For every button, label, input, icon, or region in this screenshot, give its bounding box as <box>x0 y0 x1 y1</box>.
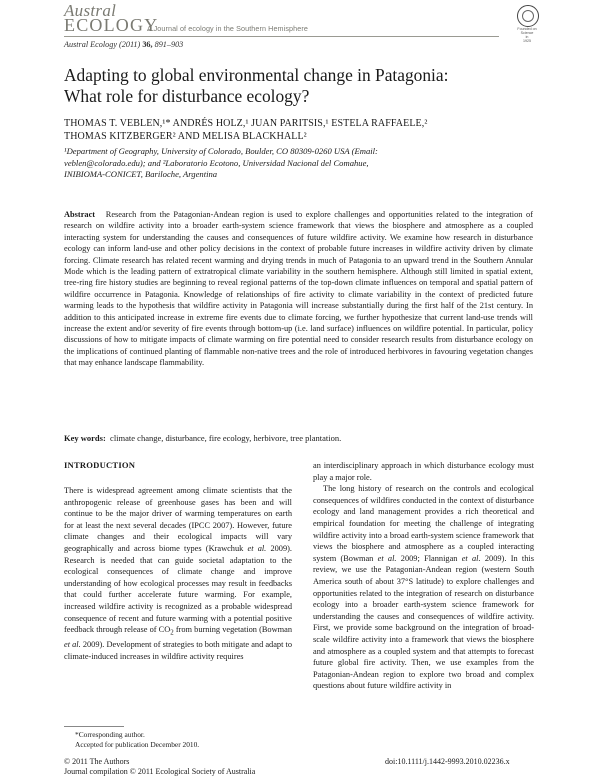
author-affiliations <box>64 146 544 181</box>
intro-p2-citation-2: et al. <box>461 553 481 563</box>
title-line-1: Adapting to global environmental change in Patagonia: <box>64 65 449 85</box>
abstract-label: Abstract <box>64 210 96 219</box>
header-rule <box>64 36 499 37</box>
keywords-text: climate change, disturbance, fire ecology, herbivore, tree plantation. <box>110 433 342 443</box>
authors-line-1: THOMAS T. VEBLEN,¹* ANDRÉS HOLZ,¹ JUAN PARITSIS,¹ ESTELA RAFFAELE,² <box>64 118 428 129</box>
intro-p1-text-a: There is widespread agreement among climate scientists that the anthropogenic release of greenhouse gases has been and will continue to be the major driver of warming temperatures on earth for at least the next several decades (IPCC 2007). However, future climate changes and their ecological impacts will vary geographically and across biome types (Krawchuk <box>64 486 292 553</box>
intro-p2-text-c: 2009). In this review, we use the Patagonian-Andean region (western South America south of about 37°S latitude) to explore challenges and opportunities related to the integration of research on disturbance ecology into a broader earth-system science framework for understanding the causes and consequences of wildfire activity. First, we provide some background on the integration of broad-scale wildfire activity into a framework that views the biosphere and atmosphere as a coupled system and that attempts to forecast future global fire activity. Then, we use examples from the Patagonian-Andean region to explore two broad and complex questions about future wildfire activity in <box>313 553 534 691</box>
footnote-accepted-date: Accepted for publication December 2010. <box>75 740 200 750</box>
intro-p1-text-d: 2009). Development of strategies to both mitigate and adapt to climate-induced increases in wildfire activity requires <box>64 640 293 661</box>
society-seal-text <box>508 27 546 43</box>
keywords-block <box>64 433 533 443</box>
section-heading-introduction: INTRODUCTION <box>64 460 136 470</box>
intro-paragraph-1-continued: an interdisciplinary approach in which disturbance ecology must play a major role. <box>313 461 534 482</box>
affiliation-line-3: INIBIOMA-CONICET, Bariloche, Argentina <box>64 169 218 180</box>
copyright-line-1: © 2011 The Authors <box>64 757 130 766</box>
article-title <box>64 65 534 107</box>
journal-citation <box>64 40 183 49</box>
footnote-corresponding-author: *Corresponding author. <box>75 730 145 739</box>
title-line-2: What role for disturbance ecology? <box>64 86 310 106</box>
intro-paragraph-2 <box>313 483 534 692</box>
seal-text-label: Founded on Science in 1925 <box>517 27 537 43</box>
journal-logo-word-ecology: ECOLOGY <box>64 15 159 35</box>
body-column-right <box>313 460 534 692</box>
citation-volume: 36, <box>142 40 153 49</box>
intro-p2-text-a: The long history of research on the controls and ecological consequences of wildfires conducted in the context of disturbance ecology and land management provides a rich theoretical and empirical foundation for meeting the challenge of integrating wildfire activity into a broad earth-system science framework that views the biosphere and atmosphere as a coupled interacting system (Bowman <box>313 484 534 563</box>
affiliation-line-1: ¹Department of Geography, University of Colorado, Boulder, CO 80309-0260 USA (Email: <box>64 146 378 156</box>
keywords-label: Key words: <box>64 433 106 443</box>
intro-p1-text-b: 2009). Research is needed that can guide societal adaptation to the ecological consequences of climate change and improve understanding of how ecological processes may result in feedbacks that could further accelerate future warming. For example, increased wildfire activity is recognized as a probable widespread consequence of recent and future warming with a potential positive feedback through release of CO <box>64 543 293 635</box>
citation-pages: 891–903 <box>154 40 184 49</box>
abstract-block <box>64 209 533 369</box>
footer-doi[interactable]: doi:10.1111/j.1442-9993.2010.02236.x <box>385 757 510 766</box>
affiliation-line-2: veblen@colorado.edu); and ²Laboratorio Ecotono, Universidad Nacional del Comahue, <box>64 157 369 168</box>
copyright-line-2: Journal compilation © 2011 Ecological Society of Australia <box>64 767 256 777</box>
citation-journal-name: Austral Ecology <box>64 40 117 49</box>
citation-year: (2011) <box>119 40 141 49</box>
journal-logo-word-austral: Austral <box>64 1 117 20</box>
intro-p1-text-c: from burning vegetation (Bowman <box>173 625 292 635</box>
body-column-left <box>64 485 292 663</box>
author-list <box>64 118 544 143</box>
intro-paragraph-1 <box>64 485 292 663</box>
society-seal-inner-icon <box>522 10 534 22</box>
footnotes <box>75 730 199 751</box>
intro-p2-text-b: 2009; Flannigan <box>396 553 462 563</box>
authors-line-2: THOMAS KITZBERGER² AND MELISA BLACKHALL² <box>64 130 307 142</box>
footnote-rule <box>64 726 124 727</box>
co2-subscript: 2 <box>170 628 174 637</box>
journal-tagline: A Journal of ecology in the Southern Hemisphere <box>147 24 308 33</box>
intro-p1-citation-2: et al. <box>64 640 81 650</box>
intro-p1-citation-1: et al. <box>247 543 267 553</box>
footer-copyright <box>64 757 255 778</box>
intro-p2-citation-1: et al. <box>377 553 397 563</box>
abstract-text: Research from the Patagonian-Andean region is used to explore challenges and opportunities related to the integration of research on wildfire activity into a broader earth-system science framework that views the biosphere and atmosphere as a coupled interacting system for understanding the causes and consequences of future wildfire activity. We examine how research in disturbance ecology can inform land-use and other policy decisions in the context of probable future increases in wildfire activity driven by climate forcing. Climate research has related recent warming and drying trends in much of Patagonia to an upward trend in the Southern Annular Mode which is the leading pattern of extratropical climate variability in the southern hemisphere. Although still limited in spatial extent, tree-ring fire history studies are beginning to reveal regional patterns of the top-down climate influences on temporal and spatial pattern of wildfire occurrence in Patagonia. Knowledge of relationships of fire activity to climate variability in the context of predicted future warming leads to the hypothesis that wildfire activity in Patagonia will increase substantially during the first half of the 21st century. In addition to this anticipated increase in extreme fire events due to climate forcing, we further hypothesize that current land-use trends will increase the extent and/or severity of fire events through bottom-up (i.e. land surface) influences on wildfire potential. In particular, policy discussions of how to mitigate impacts of climate warming on fire potential need to consider research results from disturbance ecology on the implications of continued planting of flammable non-native trees and the role of introduced herbivores in favouring vegetation changes that may enhance landscape flammability. <box>64 210 533 368</box>
